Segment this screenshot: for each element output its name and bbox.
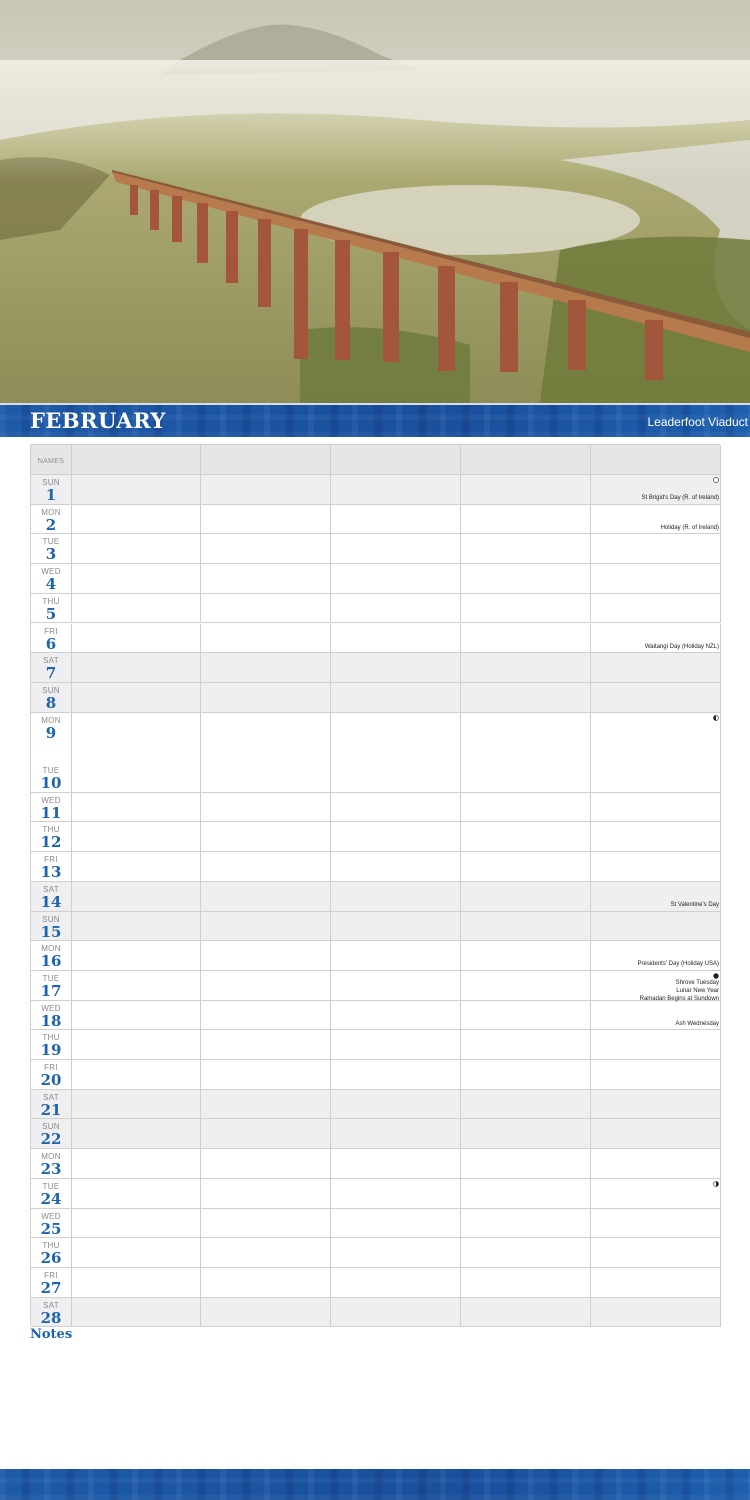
day-number: 18 (40, 1011, 62, 1030)
day-label (31, 796, 71, 821)
day-row (31, 822, 721, 852)
name-column-cell[interactable] (72, 1268, 201, 1297)
name-column-cell[interactable] (331, 1001, 461, 1030)
name-column-cell[interactable] (331, 445, 461, 474)
name-column-cell[interactable] (201, 822, 331, 851)
name-column-cell[interactable] (72, 534, 201, 563)
day-row (31, 475, 721, 505)
name-column-cell[interactable] (331, 1149, 461, 1178)
holiday-label: Lunar New Year (676, 987, 719, 994)
name-column-cell[interactable] (72, 505, 201, 534)
day-label (31, 508, 71, 533)
weekday-abbr: MON (41, 507, 61, 517)
name-column-cell[interactable] (331, 1179, 461, 1208)
day-label (31, 1271, 71, 1296)
name-column-cell[interactable] (201, 653, 331, 682)
day-row (31, 971, 721, 1001)
name-column-cell[interactable] (201, 505, 331, 534)
day-number: 4 (45, 575, 57, 594)
day-number: 7 (45, 664, 57, 683)
day-row (31, 1149, 721, 1179)
weekday-abbr: FRI (44, 1063, 58, 1073)
day-row (31, 1238, 721, 1268)
name-column-cell[interactable] (461, 653, 591, 682)
day-label (31, 1301, 71, 1326)
weekday-abbr: TUE (42, 1181, 60, 1191)
name-column-cell[interactable] (201, 1030, 331, 1059)
day-number: 8 (45, 693, 57, 712)
footer-bar (0, 1469, 750, 1500)
day-label (31, 627, 71, 652)
weekday-abbr: SAT (43, 656, 59, 666)
weekday-abbr: SAT (43, 1092, 59, 1102)
name-column-cell[interactable] (331, 713, 461, 792)
weekday-abbr: TUE (42, 537, 60, 547)
name-column-cell[interactable] (201, 1209, 331, 1238)
name-column-cell[interactable] (461, 941, 591, 970)
name-column-cell[interactable] (72, 793, 201, 822)
name-column-cell[interactable] (461, 822, 591, 851)
header-photo (0, 0, 750, 403)
weekday-abbr: SAT (43, 884, 59, 894)
name-column-cell[interactable] (72, 1030, 201, 1059)
weekday-abbr: SUN (42, 1122, 60, 1132)
day-row (31, 1298, 721, 1328)
name-column-cell[interactable] (201, 1119, 331, 1148)
day-label (31, 716, 71, 741)
day-label (31, 478, 71, 503)
day-row (31, 941, 721, 971)
day-number: 14 (40, 892, 62, 911)
name-column-cell[interactable] (201, 1060, 331, 1089)
day-label (31, 686, 71, 711)
name-column-cell[interactable] (591, 1149, 721, 1178)
name-column-cell[interactable] (331, 1209, 461, 1238)
name-column-cell[interactable] (72, 683, 201, 712)
name-column-cell[interactable] (461, 505, 591, 534)
month-title: FEBRUARY (30, 408, 166, 433)
day-row (31, 505, 721, 535)
name-column-cell[interactable] (461, 1298, 591, 1327)
day-row (31, 1209, 721, 1239)
day-number: 27 (40, 1278, 62, 1297)
name-column-cell[interactable] (461, 912, 591, 941)
name-column-cell[interactable] (72, 971, 201, 1000)
name-column-cell[interactable] (591, 1119, 721, 1148)
name-column-cell[interactable] (72, 1209, 201, 1238)
day-label (31, 537, 71, 562)
name-column-cell[interactable] (591, 594, 721, 623)
day-number: 2 (45, 515, 57, 534)
name-column-cell[interactable] (591, 912, 721, 941)
name-column-cell[interactable] (461, 594, 591, 623)
name-column-cell[interactable] (331, 1060, 461, 1089)
name-column-cell[interactable] (461, 1149, 591, 1178)
day-label (31, 915, 71, 940)
name-column-cell[interactable] (461, 1179, 591, 1208)
day-number: 28 (40, 1308, 62, 1327)
name-column-cell[interactable] (461, 564, 591, 593)
name-column-cell[interactable] (591, 445, 721, 474)
day-row (31, 793, 721, 823)
weekday-abbr: SAT (43, 1300, 59, 1310)
day-number: 26 (40, 1249, 62, 1268)
holiday-label: St Valentine's Day (670, 901, 719, 908)
holiday-label: Ramadan Begins at Sundown (639, 995, 719, 1002)
first-quarter-moon-icon (713, 1181, 719, 1187)
name-column-cell[interactable] (461, 852, 591, 881)
day-number: 23 (40, 1160, 62, 1179)
name-column-cell[interactable] (72, 594, 201, 623)
holiday-notes (593, 494, 719, 502)
day-number: 16 (40, 952, 62, 971)
name-column-cell[interactable] (201, 475, 331, 504)
day-number: 19 (40, 1041, 62, 1060)
name-column-cell[interactable] (591, 822, 721, 851)
month-bar (0, 403, 750, 437)
name-column-cell[interactable] (461, 793, 591, 822)
name-column-cell[interactable] (201, 793, 331, 822)
name-column-cell[interactable] (72, 445, 201, 474)
day-label (31, 656, 71, 681)
name-column-cell[interactable] (591, 852, 721, 881)
day-number: 13 (40, 863, 62, 882)
day-number: 5 (45, 604, 57, 623)
name-column-cell[interactable] (461, 1030, 591, 1059)
name-column-cell[interactable] (331, 505, 461, 534)
name-column-cell[interactable] (201, 624, 331, 653)
weekday-abbr: FRI (44, 626, 58, 636)
weekday-abbr: WED (41, 1211, 61, 1221)
name-column-cell[interactable] (331, 624, 461, 653)
day-number: 9 (45, 723, 57, 742)
holiday-notes (593, 1020, 719, 1028)
weekday-abbr: FRI (44, 855, 58, 865)
weekday-abbr: WED (41, 567, 61, 577)
holiday-label: Shrove Tuesday (675, 979, 719, 986)
day-label (31, 1063, 71, 1088)
day-label (31, 1182, 71, 1207)
name-column-cell[interactable] (201, 1149, 331, 1178)
name-column-cell[interactable] (201, 445, 331, 474)
name-column-cell[interactable] (461, 1060, 591, 1089)
day-row (31, 1179, 721, 1209)
name-column-cell[interactable] (331, 683, 461, 712)
name-column-cell[interactable] (591, 1179, 721, 1208)
name-column-cell[interactable] (201, 941, 331, 970)
name-column-cell[interactable] (201, 713, 331, 792)
name-column-cell[interactable] (201, 852, 331, 881)
weekday-abbr: SUN (42, 478, 60, 487)
day-label (31, 1093, 71, 1118)
name-column-cell[interactable] (72, 1119, 201, 1148)
name-column-cell[interactable] (72, 1238, 201, 1267)
day-number: 15 (40, 922, 62, 941)
day-row (31, 594, 721, 624)
name-column-cell[interactable] (331, 1268, 461, 1297)
name-column-cell[interactable] (331, 971, 461, 1000)
name-column-cell[interactable] (201, 1238, 331, 1267)
holiday-notes (593, 979, 719, 1003)
name-column-cell[interactable] (201, 534, 331, 563)
name-column-cell[interactable] (72, 713, 201, 792)
weekday-abbr: SUN (42, 914, 60, 924)
name-column-cell[interactable] (461, 475, 591, 504)
weekday-abbr: WED (41, 1003, 61, 1013)
name-column-cell[interactable] (331, 1238, 461, 1267)
day-label (31, 855, 71, 880)
name-column-cell[interactable] (331, 1298, 461, 1327)
last-quarter-moon-icon (713, 715, 719, 721)
day-label (31, 825, 71, 850)
name-column-cell[interactable] (72, 1060, 201, 1089)
names-header-row (31, 445, 721, 475)
name-column-cell[interactable] (591, 683, 721, 712)
name-column-cell[interactable] (461, 713, 591, 792)
day-number: 3 (45, 545, 57, 564)
name-column-cell[interactable] (461, 1238, 591, 1267)
name-column-cell[interactable] (331, 1090, 461, 1119)
name-column-cell[interactable] (461, 1001, 591, 1030)
day-row (31, 912, 721, 942)
name-column-cell[interactable] (461, 971, 591, 1000)
name-column-cell[interactable] (72, 1298, 201, 1327)
holiday-notes (593, 901, 719, 909)
name-column-cell[interactable] (201, 1090, 331, 1119)
name-column-cell[interactable] (331, 912, 461, 941)
name-column-cell[interactable] (331, 534, 461, 563)
day-row (31, 1119, 721, 1149)
name-column-cell[interactable] (331, 1119, 461, 1148)
name-column-cell[interactable] (331, 941, 461, 970)
name-column-cell[interactable] (72, 475, 201, 504)
day-row (31, 564, 721, 594)
name-column-cell[interactable] (201, 1179, 331, 1208)
name-column-cell[interactable] (201, 1298, 331, 1327)
day-label (31, 1033, 71, 1058)
name-column-cell[interactable] (591, 793, 721, 822)
day-label (31, 1241, 71, 1266)
day-number: 20 (40, 1071, 62, 1090)
day-number: 21 (40, 1100, 62, 1119)
weekday-abbr: THU (42, 825, 60, 835)
day-label (31, 1004, 71, 1029)
weekday-abbr: TUE (42, 765, 60, 775)
name-column-cell[interactable] (201, 1001, 331, 1030)
weekday-abbr: THU (42, 1241, 60, 1251)
names-label: NAMES (37, 458, 65, 465)
holiday-label: Ash Wednesday (675, 1020, 719, 1027)
name-column-cell[interactable] (461, 1268, 591, 1297)
name-column-cell[interactable] (461, 445, 591, 474)
weekday-abbr: FRI (44, 1270, 58, 1280)
name-column-cell[interactable] (331, 594, 461, 623)
name-column-cell[interactable] (591, 1298, 721, 1327)
name-column-cell[interactable] (461, 534, 591, 563)
name-column-cell[interactable] (331, 475, 461, 504)
holiday-notes (593, 960, 719, 968)
name-column-cell[interactable] (201, 971, 331, 1000)
weekday-abbr: WED (41, 795, 61, 805)
holiday-label: Waitangi Day (Holiday NZL) (644, 643, 719, 650)
name-column-cell[interactable] (201, 594, 331, 623)
name-column-cell[interactable] (201, 882, 331, 911)
name-column-cell[interactable] (591, 1238, 721, 1267)
name-column-cell[interactable] (331, 564, 461, 593)
day-number: 24 (40, 1189, 62, 1208)
day-row (31, 534, 721, 564)
day-number: 25 (40, 1219, 62, 1238)
calendar-grid (30, 444, 720, 1325)
name-column-cell[interactable] (461, 683, 591, 712)
day-row (31, 1030, 721, 1060)
name-column-cell[interactable] (591, 1209, 721, 1238)
name-column-cell[interactable] (201, 1268, 331, 1297)
name-column-cell[interactable] (201, 912, 331, 941)
name-column-cell[interactable] (461, 624, 591, 653)
day-number: 1 (45, 486, 57, 504)
name-column-cell[interactable] (591, 1268, 721, 1297)
notes-label: Notes (30, 1327, 73, 1342)
day-label (31, 597, 71, 622)
name-column-cell[interactable] (591, 1060, 721, 1089)
holiday-label: St Brigid's Day (R. of Ireland) (641, 495, 719, 501)
day-label (31, 1152, 71, 1177)
day-label (31, 974, 71, 999)
name-column-cell[interactable] (72, 1001, 201, 1030)
weekday-abbr: MON (41, 715, 61, 725)
weekday-abbr: MON (41, 1152, 61, 1162)
name-column-cell[interactable] (72, 653, 201, 682)
day-number: 10 (40, 773, 62, 792)
day-row (31, 713, 721, 793)
name-column-cell[interactable] (201, 683, 331, 712)
name-column-cell[interactable] (72, 624, 201, 653)
name-column-cell[interactable] (331, 822, 461, 851)
name-column-cell[interactable] (461, 1209, 591, 1238)
viaduct-photo (0, 0, 750, 403)
name-column-cell[interactable] (461, 1119, 591, 1148)
name-column-cell[interactable] (331, 882, 461, 911)
name-column-cell[interactable] (72, 852, 201, 881)
name-column-cell[interactable] (461, 1090, 591, 1119)
name-column-cell[interactable] (72, 1090, 201, 1119)
weekday-abbr: THU (42, 1033, 60, 1043)
name-column-cell[interactable] (72, 941, 201, 970)
day-number: 22 (40, 1130, 62, 1149)
day-label (31, 1212, 71, 1237)
day-label (31, 944, 71, 969)
holiday-notes (593, 643, 719, 651)
name-column-cell[interactable] (72, 1149, 201, 1178)
name-column-cell[interactable] (591, 564, 721, 593)
name-column-cell[interactable] (331, 793, 461, 822)
day-row (31, 683, 721, 713)
day-label (31, 885, 71, 910)
day-row (31, 624, 721, 654)
holiday-notes (593, 524, 719, 532)
day-row (31, 882, 721, 912)
name-column-cell[interactable] (72, 1179, 201, 1208)
name-column-cell[interactable] (331, 852, 461, 881)
day-number: 17 (40, 981, 62, 1000)
day-row (31, 1001, 721, 1031)
day-row (31, 852, 721, 882)
day-row (31, 1060, 721, 1090)
name-column-cell[interactable] (331, 1030, 461, 1059)
day-row (31, 1090, 721, 1120)
day-number: 12 (40, 833, 62, 852)
name-column-cell[interactable] (591, 534, 721, 563)
name-column-cell[interactable] (201, 564, 331, 593)
weekday-abbr: TUE (42, 973, 60, 983)
name-column-cell[interactable] (591, 1090, 721, 1119)
holiday-label: Holiday (R. of Ireland) (660, 524, 719, 531)
photo-caption: Leaderfoot Viaduct (647, 415, 748, 429)
day-label (31, 1122, 71, 1147)
name-column-cell[interactable] (461, 882, 591, 911)
name-column-cell[interactable] (72, 564, 201, 593)
name-column-cell[interactable] (591, 713, 721, 792)
day-row (31, 653, 721, 683)
weekday-abbr: MON (41, 944, 61, 954)
full-moon-icon (713, 477, 719, 483)
name-column-cell[interactable] (591, 653, 721, 682)
day-number: 6 (45, 634, 57, 653)
name-column-cell[interactable] (331, 653, 461, 682)
name-column-cell[interactable] (72, 912, 201, 941)
name-column-cell[interactable] (591, 1030, 721, 1059)
name-column-cell[interactable] (72, 882, 201, 911)
day-number: 11 (40, 803, 62, 822)
weekday-abbr: SUN (42, 685, 60, 695)
day-row (31, 1268, 721, 1298)
holiday-label: Presidents' Day (Holiday USA) (637, 961, 719, 968)
day-label (31, 766, 71, 791)
day-label (31, 567, 71, 592)
name-column-cell[interactable] (72, 822, 201, 851)
weekday-abbr: THU (42, 596, 60, 606)
